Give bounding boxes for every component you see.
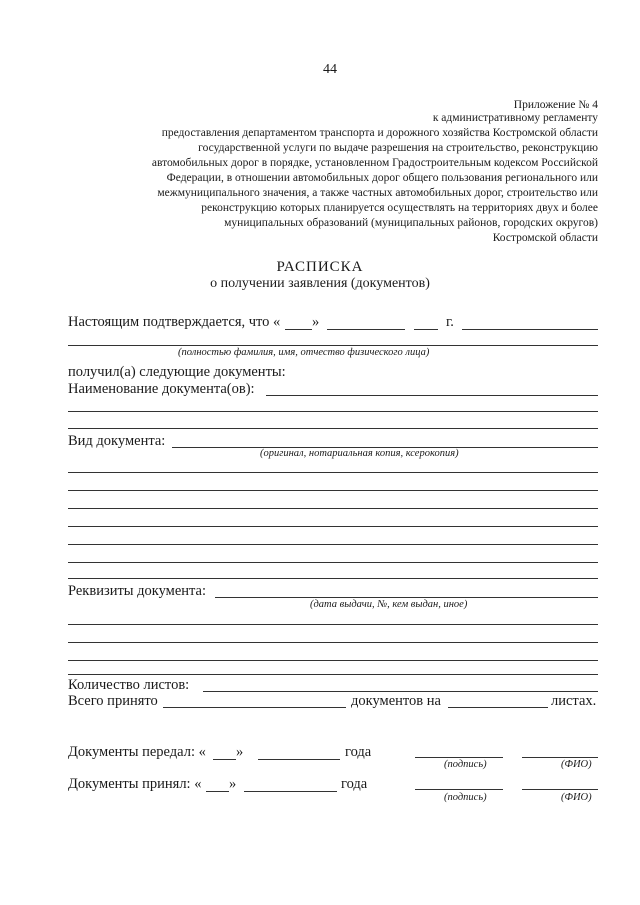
- accepted-fio-field[interactable]: [522, 789, 598, 790]
- appendix-line: Федерации, в отношении автомобильных дорог общего пользования регионального или: [166, 172, 598, 184]
- handed-signature-field[interactable]: [415, 757, 503, 758]
- accepted-sign-note: (подпись): [444, 792, 487, 803]
- appendix-line: к административному регламенту: [432, 112, 598, 124]
- details-line[interactable]: [68, 624, 598, 625]
- confirm-quote-close: »: [312, 314, 320, 330]
- confirm-prefix: Настоящим подтверждается, что «: [68, 314, 281, 330]
- doc-type-line[interactable]: [68, 526, 598, 527]
- year-field[interactable]: [414, 329, 438, 330]
- appendix-title: Приложение № 4: [513, 99, 598, 111]
- month-field[interactable]: [327, 329, 405, 330]
- doc-type-line[interactable]: [68, 544, 598, 545]
- doc-type-line[interactable]: [68, 562, 598, 563]
- doc-type-note: (оригинал, нотариальная копия, ксерокопия): [260, 448, 459, 459]
- appendix-line: межмуниципального значения, а также частных автомобильных дорог, строительство или: [157, 187, 598, 199]
- document-title: РАСПИСКА: [276, 259, 364, 275]
- accepted-signature-field[interactable]: [415, 789, 503, 790]
- handed-month-field[interactable]: [258, 759, 340, 760]
- accepted-month-field[interactable]: [244, 791, 337, 792]
- doc-type-line[interactable]: [68, 472, 598, 473]
- doc-name-field-3[interactable]: [68, 428, 598, 429]
- handed-over-label: Документы передал: «: [68, 744, 206, 760]
- day-field[interactable]: [285, 329, 312, 330]
- accepted-day-field[interactable]: [206, 791, 229, 792]
- details-note: (дата выдачи, №, кем выдан, иное): [310, 599, 468, 610]
- details-line[interactable]: [68, 642, 598, 643]
- doc-type-line[interactable]: [68, 508, 598, 509]
- doc-type-line[interactable]: [68, 490, 598, 491]
- document-subtitle: о получении заявления (документов): [210, 276, 430, 291]
- accepted-fio-note: (ФИО): [561, 792, 592, 803]
- sheets-label: Количество листов:: [68, 677, 190, 693]
- confirm-extra-field[interactable]: [462, 329, 598, 330]
- total-docs-field[interactable]: [163, 707, 346, 708]
- person-note: (полностью фамилия, имя, отчество физического лица): [178, 347, 430, 358]
- total-suffix: листах.: [551, 693, 597, 709]
- handed-sign-note: (подпись): [444, 759, 487, 770]
- handed-fio-note: (ФИО): [561, 759, 592, 770]
- details-label: Реквизиты документа:: [68, 583, 207, 599]
- appendix-line: государственной услуги по выдаче разрешения на строительство, реконструкцию: [198, 142, 598, 154]
- confirm-year-label: г.: [446, 314, 454, 330]
- appendix-line: Костромской области: [492, 232, 598, 244]
- doc-name-field-2[interactable]: [68, 411, 598, 412]
- doc-name-field[interactable]: [266, 395, 598, 396]
- doc-type-label: Вид документа:: [68, 433, 166, 449]
- total-mid: документов на: [351, 693, 441, 709]
- received-text: получил(а) следующие документы:: [68, 364, 286, 380]
- appendix-line: реконструкцию которых планируется осуществлять на территориях двух и более: [201, 202, 598, 214]
- appendix-line: автомобильных дорог в порядке, установленном Градостроительным кодексом Российской: [151, 157, 598, 169]
- appendix-line: муниципальных образований (муниципальных районов, городских округов): [224, 217, 598, 229]
- appendix-line: предоставления департаментом транспорта и дорожного хозяйства Костромской области: [161, 127, 598, 139]
- doc-name-label: Наименование документа(ов):: [68, 381, 255, 397]
- page-number: 44: [323, 62, 337, 77]
- accepted-label: Документы принял: «: [68, 776, 202, 792]
- person-name-field[interactable]: [68, 345, 598, 346]
- details-field[interactable]: [215, 597, 598, 598]
- total-sheets-field[interactable]: [448, 707, 548, 708]
- details-line[interactable]: [68, 660, 598, 661]
- accepted-year-label: года: [341, 776, 368, 792]
- sheets-field[interactable]: [203, 691, 598, 692]
- details-line[interactable]: [68, 674, 598, 675]
- accepted-quote-close: »: [229, 776, 237, 792]
- total-prefix: Всего принято: [68, 693, 158, 709]
- handed-year-label: года: [345, 744, 372, 760]
- handed-quote-close: »: [236, 744, 244, 760]
- handed-day-field[interactable]: [213, 759, 236, 760]
- doc-type-line[interactable]: [68, 578, 598, 579]
- handed-fio-field[interactable]: [522, 757, 598, 758]
